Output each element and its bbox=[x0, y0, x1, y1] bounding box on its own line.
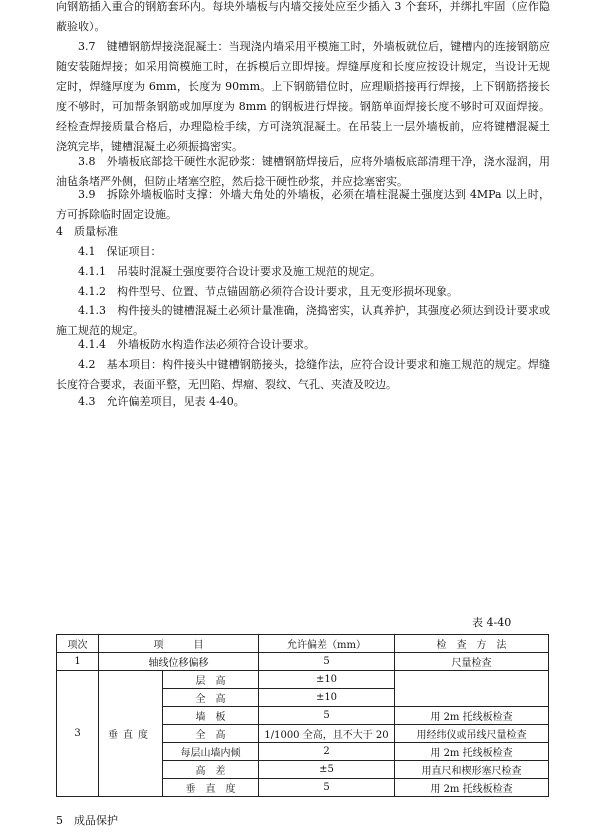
heading-quality-standard: 4 质量标准 bbox=[56, 225, 118, 238]
row-tolerance: ±5 bbox=[259, 761, 395, 779]
header-tolerance: 允许偏差（mm） bbox=[259, 635, 395, 653]
header-item-no: 项次 bbox=[57, 635, 99, 653]
row-tolerance: 5 bbox=[259, 779, 395, 797]
paragraph-4-2: 4.2 基本项目：构件接头中键槽钢筋接头，捻缝作法，应符合设计要求和施工规范的规定。焊缝长度符合要求，表面平整，无凹陷、焊瘤、裂纹、气孔、夹渣及咬边。 bbox=[56, 358, 550, 391]
row-sub-item: 高 差 bbox=[163, 761, 259, 779]
table-row bbox=[57, 671, 549, 689]
paragraph-3-7: 3.7 键槽钢筋焊接浇混凝土：当现浇内墙采用平模施工时，外墙板就位后，键槽内的连接钢筋应随安装随焊接；如采用筒模施工时，在拆模后立即焊接。焊缝厚度和长度应按设计规定，当设计无规定时，焊缝厚度为 6mm，长度为 90mm。上下钢筋错位时，应理顺搭接再行焊接，上下钢筋搭接长度不够时，可加帮条钢筋或加厚度为 8mm 的钢板进行焊接。钢筋单面焊接长度不够时可双面焊接。经检查焊接质量合格后，办理隐检手续，方可浇筑混凝土。在吊装上一层外墙板前，应将键槽混凝土浇筑完毕，键槽混凝土必须振捣密实。 bbox=[56, 40, 550, 153]
heading-product-protection: 5 成品保护 bbox=[56, 814, 118, 827]
row-sub-item: 墙 板 bbox=[163, 707, 259, 725]
paragraph-stirrup-insertion: 向钢筋插入重合的钢筋套环内。每块外墙板与内墙交接处应至少插入 3 个套环，并绑扎牢固（应作隐蔽验收）。 bbox=[56, 0, 550, 33]
table-caption: 表 4-40 bbox=[472, 616, 512, 629]
row-sub-item: 层 高 bbox=[163, 671, 259, 689]
row-no: 1 bbox=[57, 653, 99, 671]
table-header-row bbox=[57, 635, 549, 653]
row-item: 轴线位移偏移 bbox=[99, 653, 259, 671]
header-item: 项 目 bbox=[99, 635, 259, 653]
row-tolerance: ±10 bbox=[259, 689, 395, 707]
row-sub-item: 每层山墙内倾 bbox=[163, 743, 259, 761]
row-method: 尺量检查 bbox=[395, 653, 549, 671]
row-method: 用直尺和楔形塞尺检查 bbox=[395, 761, 549, 779]
paragraph-4-1-3: 4.1.3 构件接头的键槽混凝土必须计量准确，浇捣密实，认真养护，其强度必须达到设计要求或施工规范的规定。 bbox=[56, 304, 550, 337]
group-item: 垂直度 bbox=[99, 671, 163, 797]
row-method: 用 2m 托线板检查 bbox=[395, 743, 549, 761]
table-row bbox=[57, 653, 549, 671]
row-tolerance: 5 bbox=[259, 653, 395, 671]
row-tolerance: 1/1000 全高，且不大于 20 bbox=[259, 725, 395, 743]
paragraph-3-9: 3.9 拆除外墙板临时支撑：外墙大角处的外墙板，必须在墙柱混凝土强度达到 4MPa 以上时，方可拆除临时固定设施。 bbox=[56, 188, 550, 221]
row-sub-item: 全 高 bbox=[163, 689, 259, 707]
group-no: 3 bbox=[57, 671, 99, 797]
paragraph-3-8: 3.8 外墙板底部捻干硬性水泥砂浆：键槽钢筋焊接后，应将外墙板底部清理干净，浇水湿润，用油毡条堵严外侧，但防止堵塞空腔，然后捻干硬性砂浆，并应捻塞密实。 bbox=[56, 155, 550, 188]
paragraph-4-1: 4.1 保证项目： bbox=[78, 245, 162, 258]
paragraph-4-1-1: 4.1.1 吊装时混凝土强度要符合设计要求及施工规范的规定。 bbox=[78, 265, 381, 278]
row-sub-item: 垂 直 度 bbox=[163, 779, 259, 797]
row-method bbox=[395, 689, 549, 707]
paragraph-4-1-2: 4.1.2 构件型号、位置、节点锚固筋必须符合设计要求，且无变形损坏现象。 bbox=[78, 285, 458, 298]
row-method: 用 2m 托线板检查 bbox=[395, 707, 549, 725]
paragraph-4-1-4: 4.1.4 外墙板防水构造作法必须符合设计要求。 bbox=[78, 338, 315, 351]
row-tolerance: ±10 bbox=[259, 671, 395, 689]
row-tolerance: 5 bbox=[259, 707, 395, 725]
row-method: 用 2m 托线板检查 bbox=[395, 779, 549, 797]
row-sub-item: 全 高 bbox=[163, 725, 259, 743]
row-method: 用经纬仪或吊线尺量检查 bbox=[395, 725, 549, 743]
row-method bbox=[395, 671, 549, 689]
tolerance-table bbox=[56, 634, 549, 797]
header-method: 检 查 方 法 bbox=[395, 635, 549, 653]
paragraph-4-3: 4.3 允许偏差项目，见表 4-40。 bbox=[78, 395, 245, 408]
row-tolerance: 2 bbox=[259, 743, 395, 761]
